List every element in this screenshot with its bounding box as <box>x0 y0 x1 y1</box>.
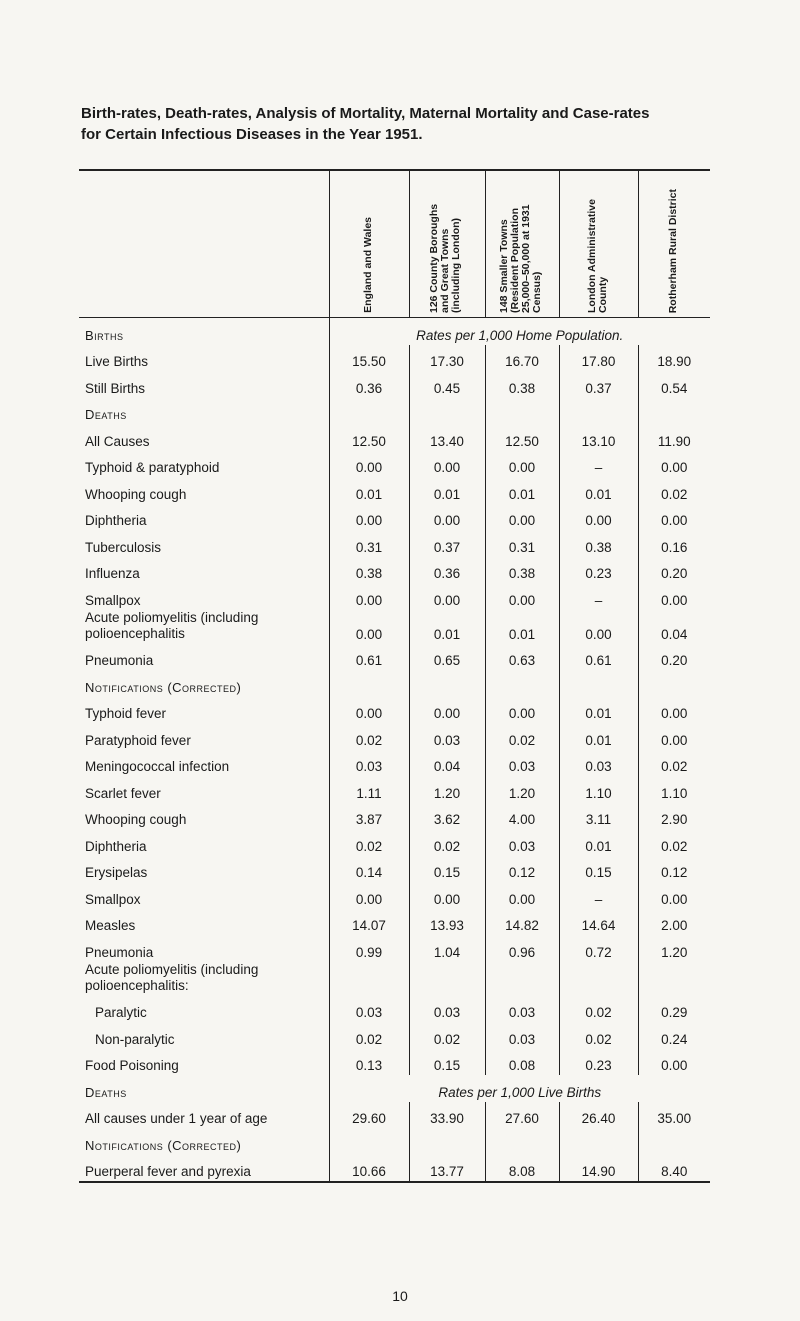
value-cell: 0.72 <box>559 935 638 962</box>
row-label: Diphtheria <box>85 838 147 854</box>
value-cell: 0.38 <box>559 530 638 557</box>
table-row <box>79 909 710 936</box>
value-cell: 0.00 <box>485 697 559 724</box>
value-cell: 0.00 <box>638 697 710 724</box>
value-cell: 0.02 <box>638 829 710 856</box>
table-body <box>79 318 710 1183</box>
table-row <box>79 1049 710 1076</box>
value-cell: 0.00 <box>485 583 559 610</box>
column-header: London Administrative County <box>559 170 638 318</box>
value-cell: 0.38 <box>485 371 559 398</box>
value-cell: 0.00 <box>329 451 409 478</box>
value-cell: 0.36 <box>409 557 485 584</box>
value-cell: 0.00 <box>485 451 559 478</box>
table-row <box>79 1022 710 1049</box>
value-cell: 0.00 <box>638 451 710 478</box>
header-stub <box>79 170 329 318</box>
value-cell: 3.11 <box>559 803 638 830</box>
value-cell: 0.12 <box>485 856 559 883</box>
table-row <box>79 935 710 962</box>
row-label: Scarlet fever <box>85 785 161 801</box>
empty-cell <box>638 1128 710 1155</box>
value-cell: 35.00 <box>638 1102 710 1129</box>
value-cell: 13.10 <box>559 424 638 451</box>
value-cell: 0.02 <box>638 477 710 504</box>
value-cell: 0.01 <box>559 697 638 724</box>
value-cell: 1.20 <box>638 935 710 962</box>
value-cell: 0.65 <box>409 644 485 671</box>
table-row <box>79 530 710 557</box>
value-cell: 0.08 <box>485 1049 559 1076</box>
header-row <box>79 170 710 318</box>
row-label: Influenza <box>85 566 140 581</box>
value-cell: 0.03 <box>559 750 638 777</box>
value-cell: 0.00 <box>638 583 710 610</box>
value-cell: 27.60 <box>485 1102 559 1129</box>
empty-cell <box>485 1128 559 1155</box>
empty-cell <box>329 398 409 425</box>
row-label: Pneumonia <box>85 944 154 960</box>
value-cell: 0.37 <box>559 371 638 398</box>
value-cell: 2.00 <box>638 909 710 936</box>
value-cell: 0.02 <box>329 723 409 750</box>
value-cell: 0.03 <box>485 829 559 856</box>
value-cell: 1.20 <box>409 776 485 803</box>
value-cell: 0.00 <box>638 1049 710 1076</box>
value-cell: 11.90 <box>638 424 710 451</box>
section-header-row <box>79 318 710 345</box>
empty-cell <box>559 398 638 425</box>
value-cell: 3.62 <box>409 803 485 830</box>
section-header-row <box>79 1075 710 1102</box>
empty-cell <box>329 1128 409 1155</box>
section-header-row <box>79 398 710 425</box>
value-cell: 16.70 <box>485 345 559 372</box>
value-cell <box>559 962 638 996</box>
row-label: Acute poliomyelitis (including polioencephalitis: <box>85 961 259 993</box>
rate-basis-banner: Rates per 1,000 Live Births <box>329 1075 710 1102</box>
value-cell: 0.00 <box>409 882 485 909</box>
column-header: England and Wales <box>329 170 409 318</box>
value-cell: 15.50 <box>329 345 409 372</box>
value-cell: 14.64 <box>559 909 638 936</box>
empty-cell <box>485 670 559 697</box>
table-row <box>79 697 710 724</box>
value-cell: 0.63 <box>485 644 559 671</box>
value-cell: 0.03 <box>485 750 559 777</box>
value-cell: 17.30 <box>409 345 485 372</box>
value-cell: 18.90 <box>638 345 710 372</box>
value-cell: 0.00 <box>409 504 485 531</box>
value-cell: 0.03 <box>485 1022 559 1049</box>
row-label: Still Births <box>85 380 146 396</box>
value-cell: 0.20 <box>638 557 710 584</box>
empty-cell <box>485 398 559 425</box>
value-cell: 0.00 <box>329 882 409 909</box>
row-label: Measles <box>85 918 136 933</box>
value-cell: 0.01 <box>329 477 409 504</box>
title-line-2: for Certain Infectious Diseases in the Year 1951. <box>81 126 423 143</box>
value-cell: 0.31 <box>485 530 559 557</box>
value-cell: 0.54 <box>638 371 710 398</box>
value-cell: 0.00 <box>329 504 409 531</box>
value-cell: 0.02 <box>409 829 485 856</box>
value-cell: 0.23 <box>559 1049 638 1076</box>
empty-cell <box>559 670 638 697</box>
table-row <box>79 345 710 372</box>
empty-cell <box>409 670 485 697</box>
value-cell: 0.24 <box>638 1022 710 1049</box>
empty-cell <box>409 1128 485 1155</box>
row-label: Typhoid & paratyphoid <box>85 460 220 475</box>
row-label: Whooping cough <box>85 812 187 827</box>
value-cell: 0.02 <box>559 996 638 1023</box>
value-cell: 13.40 <box>409 424 485 451</box>
section-label: Notifications (Corrected) <box>85 1137 242 1153</box>
value-cell: 29.60 <box>329 1102 409 1129</box>
value-cell: 0.15 <box>409 856 485 883</box>
row-label: Smallpox <box>85 891 141 907</box>
value-cell: 0.00 <box>329 610 409 644</box>
value-cell: 0.01 <box>485 477 559 504</box>
value-cell: 4.00 <box>485 803 559 830</box>
value-cell <box>638 962 710 996</box>
value-cell: 0.37 <box>409 530 485 557</box>
value-cell: 0.14 <box>329 856 409 883</box>
value-cell: 0.02 <box>329 829 409 856</box>
value-cell: 0.01 <box>409 610 485 644</box>
value-cell: 0.03 <box>409 723 485 750</box>
value-cell: 33.90 <box>409 1102 485 1129</box>
value-cell: 0.00 <box>409 451 485 478</box>
value-cell: 0.01 <box>409 477 485 504</box>
value-cell: 1.20 <box>485 776 559 803</box>
value-cell: 26.40 <box>559 1102 638 1129</box>
value-cell: 0.15 <box>409 1049 485 1076</box>
value-cell: 0.02 <box>409 1022 485 1049</box>
value-cell: 0.00 <box>485 882 559 909</box>
value-cell: 0.96 <box>485 935 559 962</box>
row-label: Puerperal fever and pyrexia <box>79 1155 329 1183</box>
value-cell: – <box>559 451 638 478</box>
value-cell: 10.66 <box>329 1155 409 1183</box>
value-cell <box>329 962 409 996</box>
value-cell: 1.10 <box>638 776 710 803</box>
row-label: Erysipelas <box>85 865 148 880</box>
table-row <box>79 477 710 504</box>
value-cell <box>409 962 485 996</box>
table-row <box>79 856 710 883</box>
value-cell: 12.50 <box>329 424 409 451</box>
value-cell: 0.00 <box>409 697 485 724</box>
row-label: All Causes <box>85 433 150 449</box>
value-cell: 0.31 <box>329 530 409 557</box>
value-cell: 0.00 <box>559 610 638 644</box>
row-label: Tuberculosis <box>85 539 162 555</box>
value-cell: 13.93 <box>409 909 485 936</box>
table-row <box>79 583 710 610</box>
value-cell: 0.12 <box>638 856 710 883</box>
value-cell: 0.01 <box>485 610 559 644</box>
value-cell: 0.03 <box>409 996 485 1023</box>
value-cell: 1.04 <box>409 935 485 962</box>
value-cell: 0.03 <box>329 996 409 1023</box>
row-label: All causes under 1 year of age <box>85 1111 268 1126</box>
value-cell: 0.01 <box>559 829 638 856</box>
empty-cell <box>638 670 710 697</box>
value-cell: 0.13 <box>329 1049 409 1076</box>
value-cell: 0.00 <box>638 723 710 750</box>
section-label: Deaths <box>85 1084 127 1100</box>
value-cell: 0.04 <box>409 750 485 777</box>
title-line-1: Birth-rates, Death-rates, Analysis of Mortality, Maternal Mortality and Case-rates <box>81 105 650 122</box>
rate-basis-banner: Rates per 1,000 Home Population. <box>329 318 710 345</box>
table-row <box>79 803 710 830</box>
section-label: Deaths <box>85 407 127 422</box>
value-cell: 8.08 <box>485 1155 559 1183</box>
value-cell: 1.10 <box>559 776 638 803</box>
row-label: Meningococcal infection <box>85 759 230 774</box>
value-cell: 0.00 <box>329 697 409 724</box>
value-cell: 3.87 <box>329 803 409 830</box>
section-header-row <box>79 670 710 697</box>
value-cell: 0.20 <box>638 644 710 671</box>
table-row <box>79 451 710 478</box>
table-row <box>79 371 710 398</box>
section-header-row <box>79 1128 710 1155</box>
value-cell: – <box>559 583 638 610</box>
value-cell: 0.29 <box>638 996 710 1023</box>
value-cell: 0.36 <box>329 371 409 398</box>
column-header: 148 Smaller Towns (Resident Population 25,000–50,000 at 1931 Census) <box>485 170 559 318</box>
table-row <box>79 750 710 777</box>
value-cell <box>485 962 559 996</box>
value-cell: 8.40 <box>638 1155 710 1183</box>
value-cell: 0.45 <box>409 371 485 398</box>
row-label: Paratyphoid fever <box>85 732 191 748</box>
row-label: Smallpox <box>85 592 141 608</box>
table-row <box>79 1102 710 1129</box>
column-header: 126 County Boroughs and Great Towns (including London) <box>409 170 485 318</box>
value-cell: 2.90 <box>638 803 710 830</box>
table-row <box>79 1155 710 1183</box>
value-cell: 0.00 <box>409 583 485 610</box>
value-cell: 0.16 <box>638 530 710 557</box>
value-cell: 0.02 <box>559 1022 638 1049</box>
value-cell: 0.04 <box>638 610 710 644</box>
value-cell: 14.90 <box>559 1155 638 1183</box>
column-header: Rotherham Rural District <box>638 170 710 318</box>
value-cell: 0.00 <box>329 583 409 610</box>
row-label: Acute poliomyelitis (including polioencephalitis <box>85 609 259 641</box>
section-label: Notifications (Corrected) <box>85 679 242 695</box>
table-row <box>79 723 710 750</box>
value-cell: 17.80 <box>559 345 638 372</box>
value-cell: 0.03 <box>329 750 409 777</box>
table-row <box>79 776 710 803</box>
row-label: Whooping cough <box>85 486 187 502</box>
row-label: Non-paralytic <box>95 1031 175 1047</box>
table-row <box>79 962 710 996</box>
value-cell: 0.61 <box>559 644 638 671</box>
row-label: Live Births <box>85 354 149 369</box>
value-cell: 0.38 <box>485 557 559 584</box>
section-label: Births <box>85 327 124 343</box>
table-row <box>79 996 710 1023</box>
row-label: Pneumonia <box>85 653 154 668</box>
rates-table <box>79 169 710 1183</box>
value-cell: 12.50 <box>485 424 559 451</box>
table-row <box>79 829 710 856</box>
row-label: Typhoid fever <box>85 706 167 721</box>
table-row <box>79 610 710 644</box>
table-row <box>79 504 710 531</box>
page-number: 10 <box>392 1288 408 1304</box>
document-title <box>81 103 781 145</box>
empty-cell <box>559 1128 638 1155</box>
table-row <box>79 424 710 451</box>
value-cell: 0.00 <box>638 504 710 531</box>
value-cell: 0.02 <box>638 750 710 777</box>
value-cell: 0.01 <box>559 477 638 504</box>
row-label: Food Poisoning <box>85 1058 179 1073</box>
value-cell: 0.61 <box>329 644 409 671</box>
empty-cell <box>409 398 485 425</box>
value-cell: 0.00 <box>559 504 638 531</box>
value-cell: 14.82 <box>485 909 559 936</box>
value-cell: 0.23 <box>559 557 638 584</box>
empty-cell <box>329 670 409 697</box>
value-cell: – <box>559 882 638 909</box>
row-label: Diphtheria <box>85 513 147 528</box>
table-row <box>79 557 710 584</box>
value-cell: 1.11 <box>329 776 409 803</box>
value-cell: 0.03 <box>485 996 559 1023</box>
table-row <box>79 644 710 671</box>
value-cell: 14.07 <box>329 909 409 936</box>
value-cell: 0.99 <box>329 935 409 962</box>
value-cell: 0.15 <box>559 856 638 883</box>
empty-cell <box>638 398 710 425</box>
table-row <box>79 882 710 909</box>
value-cell: 0.00 <box>485 504 559 531</box>
row-label: Paralytic <box>95 1005 147 1020</box>
value-cell: 13.77 <box>409 1155 485 1183</box>
value-cell: 0.00 <box>638 882 710 909</box>
value-cell: 0.01 <box>559 723 638 750</box>
value-cell: 0.02 <box>485 723 559 750</box>
value-cell: 0.38 <box>329 557 409 584</box>
value-cell: 0.02 <box>329 1022 409 1049</box>
